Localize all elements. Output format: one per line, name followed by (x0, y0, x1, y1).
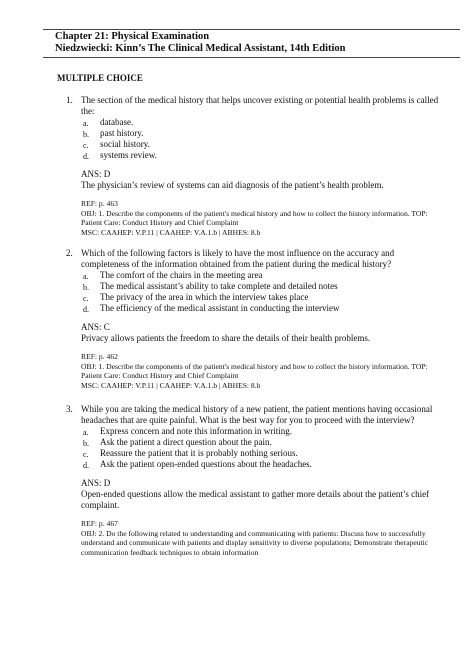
objective: OBJ: 2. Do the following related to understanding and communicating with patients: Discuss how to successfully understand and communicate with patients and display sensitivity to diverse populations; Demonstrate therapeutic communication feedback techniques to obtain information (81, 528, 429, 557)
rationale: Open-ended questions allow the medical assistant to gather more details about the patient’s chief complaint. (81, 489, 430, 510)
misc-codes: MSC: CAAHEP: V.P.11 | CAAHEP: V.A.1.b | ABHES: 8.b (81, 227, 261, 237)
option-d: d. The efficiency of the medical assistant in conducting the interview (83, 303, 340, 314)
option-a: a. The comfort of the chairs in the meeting area (83, 270, 263, 281)
question-number: 3. (66, 404, 73, 414)
book-title: Niedzwiecki: Kinn’s The Clinical Medical Assistant, 14th Edition (55, 43, 346, 54)
option-d: d. systems review. (83, 150, 157, 161)
misc-codes: MSC: CAAHEP: V.P.11 | CAAHEP: V.A.1.b | ABHES: 8.b (81, 380, 261, 390)
question-text: While you are taking the medical history of a new patient, the patient mentions having occasional headaches that are quite painful. What is the best way for you to proceed with the interview? (81, 404, 433, 425)
rationale: The physician’s review of systems can aid diagnosis of the patient’s health problem. (81, 180, 384, 190)
option-b: b. past history. (83, 128, 144, 139)
question-3 (54, 404, 444, 557)
option-d: d. Ask the patient open-ended questions about the headaches. (83, 459, 312, 470)
question-text: Which of the following factors is likely to have the most influence on the accuracy and completeness of the information obtained from the patient during the medical history? (81, 248, 395, 269)
answer: ANS: D (81, 169, 111, 179)
option-c: c. social history. (83, 139, 150, 150)
rationale: Privacy allows patients the freedom to share the details of their health problems. (81, 333, 371, 343)
reference: REF: p. 467 (81, 519, 118, 528)
option-a: a. Express concern and note this information in writing. (83, 426, 292, 437)
option-a: a. database. (83, 117, 134, 128)
question-number: 1. (66, 95, 73, 105)
header-rule-bottom (43, 57, 460, 58)
question-1 (54, 95, 444, 237)
answer: ANS: D (81, 478, 111, 488)
option-c: c. Reassure the patient that it is probably nothing serious. (83, 448, 298, 459)
question-2 (54, 248, 444, 390)
objective: OBJ: 1. Describe the components of the patient's medical history and how to collect the history information. TOP: Patient Care: Conduct History and Chief Complaint (81, 208, 428, 227)
reference: REF: p. 463 (81, 199, 118, 208)
question-text: The section of the medical history that helps uncover existing or potential health problems is called the: (81, 95, 439, 116)
option-c: c. The privacy of the area in which the interview takes place (83, 292, 309, 303)
chapter-title: Chapter 21: Physical Examination (55, 31, 210, 42)
objective: OBJ: 1. Describe the components of the patient's medical history and how to collect the history information. TOP: Patient Care: Conduct History and Chief Complaint (81, 361, 428, 380)
answer: ANS: C (81, 322, 110, 332)
reference: REF: p. 462 (81, 352, 118, 361)
option-b: b. The medical assistant’s ability to take complete and detailed notes (83, 281, 338, 292)
option-b: b. Ask the patient a direct question about the pain. (83, 437, 272, 448)
section-title: MULTIPLE CHOICE (57, 73, 143, 83)
header-rule-top (43, 29, 460, 30)
question-number: 2. (66, 248, 73, 258)
